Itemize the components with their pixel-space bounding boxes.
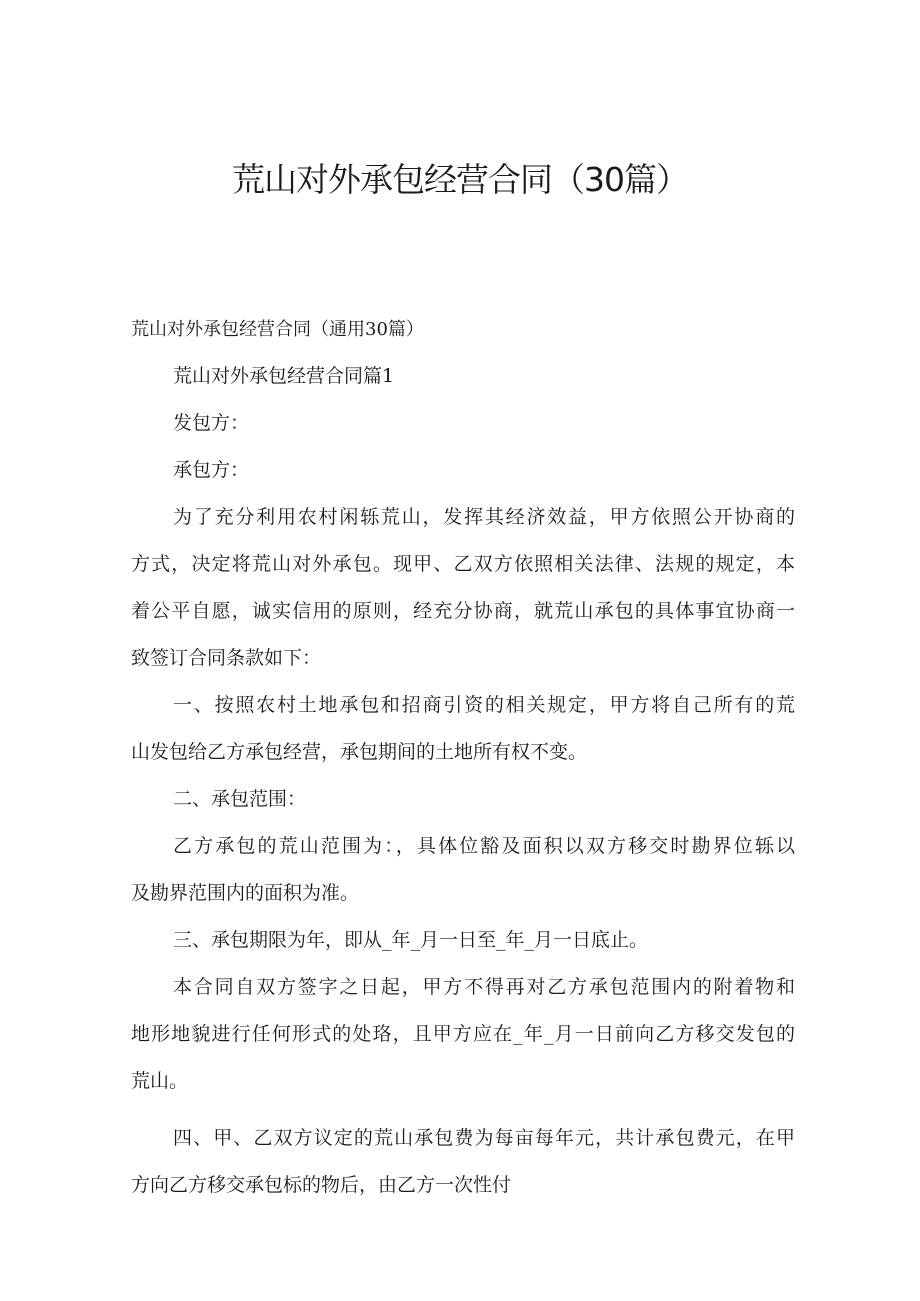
clause-3-paragraph <box>131 964 795 1105</box>
paragraph-line: 乙方承包的荒山范围为：，具体位豁及面积以双方移交时勘界位轹以 <box>173 835 795 857</box>
paragraph-line: 及勘界范围内的面积为准。 <box>131 882 360 904</box>
paragraph-line: 山发包给乙方承包经营，承包期间的土地所有权不变。 <box>131 741 588 763</box>
paragraph-line: 荒山。 <box>131 1070 189 1092</box>
paragraph-line: 地形地貌进行任何形式的处珞，且甲方应在_年_月一日前向乙方移交发包的 <box>131 1023 795 1045</box>
document-subtitle: 荒山对外承包经营合同（通用30篇） <box>131 319 424 340</box>
document-body <box>131 306 795 1209</box>
paragraph-line: 方向乙方移交承包标的物后，由乙方一次性付 <box>131 1174 512 1196</box>
paragraph-line: 着公平自愿，诚实信用的原则，经充分协商，就荒山承包的具体事宜协商一 <box>131 600 795 622</box>
clause-3-heading: 三、承包期限为年，即从_年_月一日至_年_月一日底止。 <box>173 929 649 951</box>
clause-2-heading: 二、承包范围： <box>173 788 307 810</box>
party-b-label: 承包方： <box>173 459 250 481</box>
clause-4-paragraph <box>131 1115 795 1209</box>
clause-2-paragraph <box>131 823 795 917</box>
paragraph-line: 为了充分利用农村闲轹荒山，发挥其经济效益，甲方依照公开协商的 <box>173 506 795 528</box>
clause-1-paragraph <box>131 682 795 776</box>
section-heading: 荒山对外承包经营合同篇1 <box>173 365 395 387</box>
preamble-paragraph <box>131 494 795 682</box>
document-title: 荒山对外承包经营合同（30篇） <box>232 160 688 199</box>
paragraph-line: 四、甲、乙双方议定的荒山承包费为每亩每年元，共计承包费元，在甲 <box>173 1127 795 1149</box>
paragraph-line: 方式，决定将荒山对外承包。现甲、乙双方依照相关法律、法规的规定，本 <box>131 553 795 575</box>
paragraph-line: 本合同自双方签字之日起，甲方不得再对乙方承包范围内的附着物和 <box>173 976 795 998</box>
party-a-label: 发包方： <box>173 412 250 434</box>
paragraph-line: 致签订合同条款如下： <box>131 647 322 669</box>
paragraph-line: 一、按照农村土地承包和招商引资的相关规定，甲方将自己所有的荒 <box>173 694 795 716</box>
